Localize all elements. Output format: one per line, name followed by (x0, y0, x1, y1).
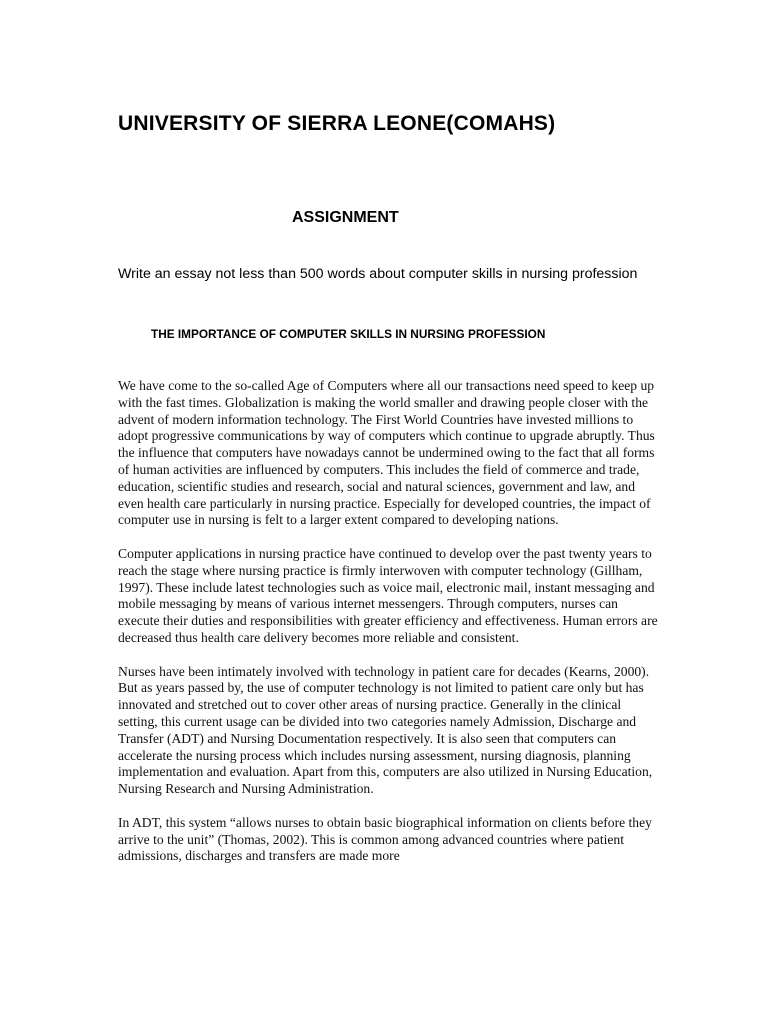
essay-paragraph: We have come to the so-called Age of Computers where all our transactions need speed to keep up with the fast times. Globalization is making the world smaller and drawing people closer with the advent of modern information technology. The First World Countries have invested millions to adopt progressive communications by way of computers which continue to upgrade abruptly. Thus the influence that computers have nowadays cannot be undermined owing to the fact that all forms of human activities are influenced by computers. This includes the field of commerce and trade, education, scientific studies and research, social and natural sciences, government and law, and even health care particularly in nursing practice. Especially for developed countries, the impact of computer use in nursing is felt to a larger extent compared to developing nations. (118, 378, 655, 528)
assignment-question: Write an essay not less than 500 words about computer skills in nursing profession (118, 266, 638, 282)
essay-body (118, 378, 658, 882)
essay-paragraph: In ADT, this system “allows nurses to obtain basic biographical information on clients before they arrive to the unit” (Thomas, 2002). This is common among advanced countries where patient admissions, discharges and transfers are made more (118, 814, 652, 864)
university-heading: UNIVERSITY OF SIERRA LEONE(COMAHS) (118, 112, 556, 135)
essay-paragraph: Computer applications in nursing practice have continued to develop over the past twenty years to reach the stage where nursing practice is firmly interwoven with computer technology (Gillham, 1997). These include latest technologies such as voice mail, electronic mail, instant messaging and mobile messaging by means of various internet messengers. Through computers, nurses can execute their duties and responsibilities with greater efficiency and effectiveness. Human errors are decreased thus health care delivery becomes more reliable and consistent. (118, 545, 658, 645)
essay-title: THE IMPORTANCE OF COMPUTER SKILLS IN NURSING PROFESSION (151, 327, 546, 341)
assignment-heading: ASSIGNMENT (292, 209, 399, 226)
essay-paragraph: Nurses have been intimately involved with technology in patient care for decades (Kearns, 2000). But as years passed by, the use of computer technology is not limited to patient care only but has innovated and stretched out to cover other areas of nursing practice. Generally in the clinical setting, this current usage can be divided into two categories namely Admission, Discharge and Transfer (ADT) and Nursing Documentation respectively. It is also seen that computers can accelerate the nursing process which includes nursing assessment, nursing diagnosis, planning implementation and evaluation. Apart from this, computers are also utilized in Nursing Education, Nursing Research and Nursing Administration. (118, 663, 653, 797)
